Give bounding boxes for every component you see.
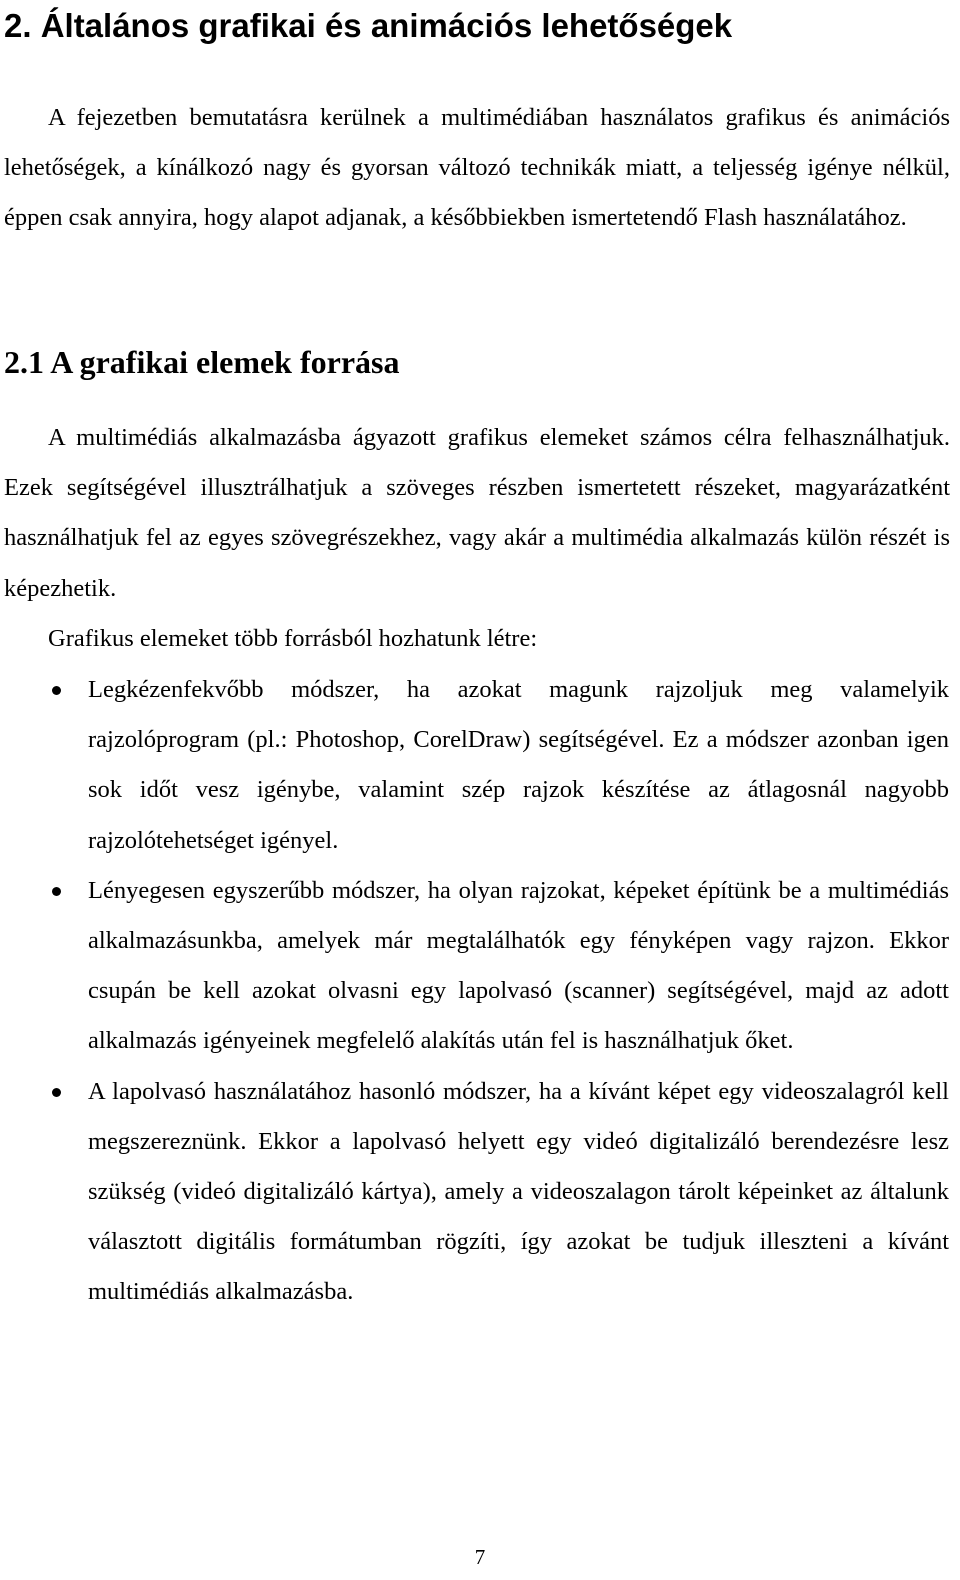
bullet-icon <box>52 1088 61 1097</box>
bullet-list <box>0 665 960 1318</box>
intro-paragraph: A fejezetben bemutatásra kerülnek a multimédiában használatos grafikus és animációs lehetőségek, a kínálkozó nagy és gyorsan változó technikák miatt, a teljesség igénye nélkül, éppen csak annyira, hogy alapot adjanak, a későbbiekben ismertetendő Flash használatához. <box>4 104 950 232</box>
list-lead-sentence: Grafikus elemeket több forrásból hozhatunk létre: <box>48 625 538 652</box>
list-item <box>0 665 960 866</box>
list-item <box>0 1067 960 1318</box>
bullet-icon <box>52 887 61 896</box>
section-title: 2.1 A grafikai elemek forrása <box>4 344 400 380</box>
list-item <box>0 866 960 1067</box>
bullet-icon <box>52 686 61 695</box>
list-item-text: A lapolvasó használatához hasonló módszer, ha a kívánt képet egy videoszalagról kell megszereznünk. Ekkor a lapolvasó helyett egy videó digitalizáló berendezésre lesz szükség (videó digitalizáló kártya), amely a videoszalagon tárolt képeinket az általunk választott digitális formátumban rögzíti, így azokat be tudjuk illeszteni a kívánt multimédiás alkalmazásba. <box>88 1077 949 1306</box>
list-item-text: Legkézenfekvőbb módszer, ha azokat magunk rajzoljuk meg valamelyik rajzolóprogram (pl.: Photoshop, CorelDraw) segítségével. Ez a módszer azonban igen sok időt vesz igénybe, valamint szép rajzok készítése az átlagosnál nagyobb rajzolótehetséget igényel. <box>88 676 949 854</box>
list-item-text: Lényegesen egyszerűbb módszer, ha olyan rajzokat, képeket építünk be a multimédiás alkalmazásunkba, amelyek már megtalálhatók egy fényképen vagy rajzon. Ekkor csupán be kell azokat olvasni egy lapolvasó (scanner) segítségével, majd az adott alkalmazás igényeinek megfelelő alakítás után fel is használhatjuk őket. <box>88 876 949 1055</box>
chapter-title: 2. Általános grafikai és animációs lehetőségek <box>4 7 733 44</box>
section-paragraph: A multimédiás alkalmazásba ágyazott grafikus elemeket számos célra felhasználhatjuk. Ezek segítségével illusztrálhatjuk a szöveges részben ismertetett részeket, magyarázatként használhatjuk fel az egyes szövegrészekhez, vagy akár a multimédia alkalmazás külön részét is képezhetik. <box>4 424 950 602</box>
page-number: 7 <box>474 1545 486 1569</box>
